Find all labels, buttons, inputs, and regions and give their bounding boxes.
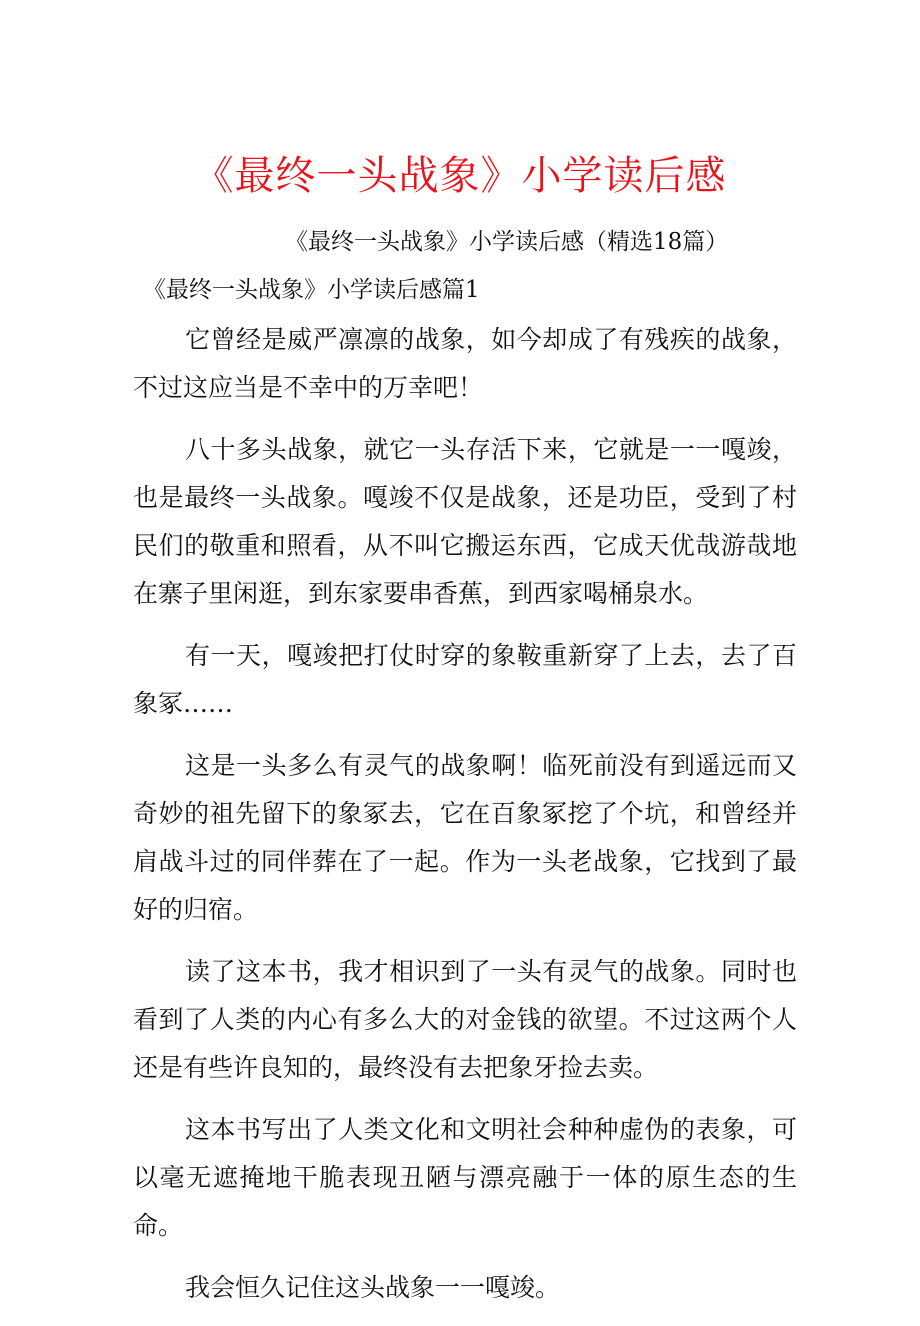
paragraph-6: 这本书写出了人类文化和文明社会种种虚伪的表象，可以毫无遮掩地干脆表现丑陋与漂亮融于一体的原生态的生命。 xyxy=(133,1115,797,1240)
paragraph-4: 这是一头多么有灵气的战象啊！临死前没有到遥远而又奇妙的祖先留下的象冢去，它在百象冢挖了个坑，和曾经并肩战斗过的同伴葬在了一起。作为一头老战象，它找到了最好的归宿。 xyxy=(133,751,797,924)
paragraph-3: 有一天，嘎竣把打仗时穿的象鞍重新穿了上去，去了百象冢…… xyxy=(133,641,797,718)
article-body xyxy=(133,316,797,1326)
paragraph-5: 读了这本书，我才相识到了一头有灵气的战象。同时也看到了人类的内心有多么大的对金钱的欲望。不过这两个人还是有些许良知的，最终没有去把象牙捡去卖。 xyxy=(133,957,797,1082)
document-title: 《最终一头战象》小学读后感 xyxy=(193,153,727,199)
paragraph-1: 它曾经是威严凛凛的战象，如今却成了有残疾的战象，不过这应当是不幸中的万幸吧！ xyxy=(133,325,797,402)
section-heading: 《最终一头战象》小学读后感篇1 xyxy=(143,277,480,303)
paragraph-7: 我会恒久记住这头战象一一嘎竣。 xyxy=(185,1273,561,1302)
paragraph-2: 八十多头战象，就它一头存活下来，它就是一一嘎竣，也是最终一头战象。嘎竣不仅是战象，还是功臣，受到了村民们的敬重和照看，从不叫它搬运东西，它成天优哉游哉地在寨子里闲逛，到东家要串香蕉，到西家喝桶泉水。 xyxy=(133,435,797,608)
document-subtitle: 《最终一头战象》小学读后感（精选18篇） xyxy=(285,229,729,255)
